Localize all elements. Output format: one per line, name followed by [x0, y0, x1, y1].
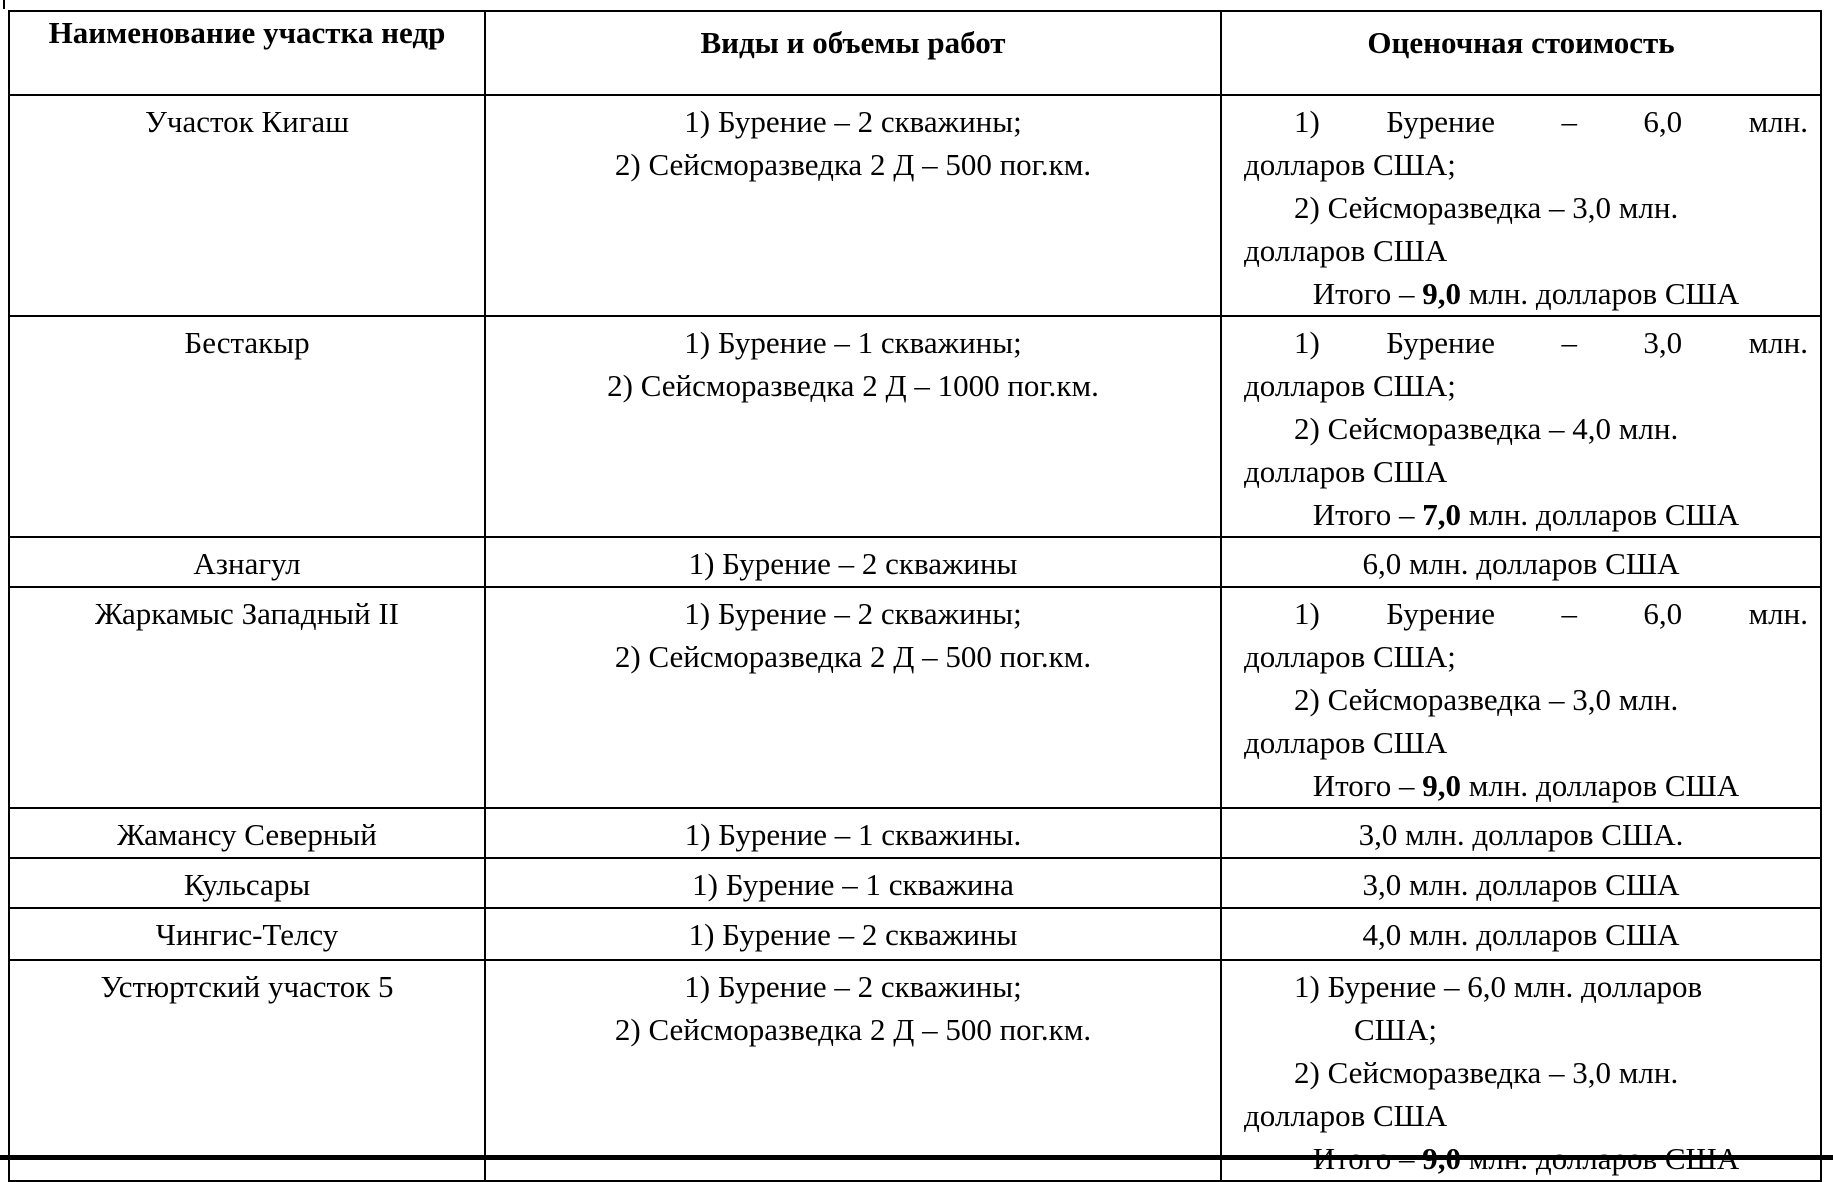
- cost-cell: 1) Бурение – 6,0 млн. долларов США; 2) Сейсморазведка – 3,0 млн. долларов США Итого – 9,0 млн. долларов США: [1221, 95, 1821, 316]
- cost-cell: 3,0 млн. долларов США: [1221, 858, 1821, 908]
- site-name-cell: Кульсары: [9, 858, 485, 908]
- site-name-cell: Жаркамыс Западный II: [9, 587, 485, 808]
- works-cell: 1) Бурение – 2 скважины: [485, 537, 1221, 587]
- table-row: [9, 960, 1821, 1181]
- table-row: [9, 316, 1821, 537]
- header-row: [9, 11, 1821, 95]
- works-cell: 1) Бурение – 1 скважины.: [485, 808, 1221, 858]
- page-bottom-border: [0, 1155, 1833, 1160]
- works-cell: 1) Бурение – 2 скважины; 2) Сейсморазведка 2 Д – 500 пог.км.: [485, 960, 1221, 1181]
- table-row: [9, 858, 1821, 908]
- cost-cell: 4,0 млн. долларов США: [1221, 908, 1821, 960]
- works-cell: 1) Бурение – 1 скважины; 2) Сейсморазведка 2 Д – 1000 пог.км.: [485, 316, 1221, 537]
- site-name-cell: Чингис-Телсу: [9, 908, 485, 960]
- table-row: [9, 587, 1821, 808]
- header-cost: Оценочная стоимость: [1221, 11, 1821, 95]
- site-name-cell: Жамансу Северный: [9, 808, 485, 858]
- works-cell: 1) Бурение – 1 скважина: [485, 858, 1221, 908]
- works-cell: 1) Бурение – 2 скважины: [485, 908, 1221, 960]
- table-row: [9, 908, 1821, 960]
- cost-cell: 6,0 млн. долларов США: [1221, 537, 1821, 587]
- works-cell: 1) Бурение – 2 скважины; 2) Сейсморазведка 2 Д – 500 пог.км.: [485, 587, 1221, 808]
- works-cell: 1) Бурение – 2 скважины; 2) Сейсморазведка 2 Д – 500 пог.км.: [485, 95, 1221, 316]
- works-table: [8, 10, 1822, 1182]
- table-row: [9, 95, 1821, 316]
- cost-cell: 1) Бурение – 6,0 млн. долларов США; 2) Сейсморазведка – 3,0 млн. долларов США Итого – 9,0 млн. долларов США: [1221, 587, 1821, 808]
- cost-cell: 1) Бурение – 3,0 млн. долларов США; 2) Сейсморазведка – 4,0 млн. долларов США Итого – 7,0 млн. долларов США: [1221, 316, 1821, 537]
- header-works: Виды и объемы работ: [485, 11, 1221, 95]
- site-name-cell: Участок Кигаш: [9, 95, 485, 316]
- cost-cell: 1) Бурение – 6,0 млн. долларов США; 2) Сейсморазведка – 3,0 млн. долларов США: [1221, 960, 1821, 1181]
- site-name-cell: Азнагул: [9, 537, 485, 587]
- corner-mark: [3, 0, 5, 9]
- site-name-cell: Устюртский участок 5: [9, 960, 485, 1181]
- table-row: [9, 537, 1821, 587]
- table-row: [9, 808, 1821, 858]
- cost-cell: 3,0 млн. долларов США.: [1221, 808, 1821, 858]
- site-name-cell: Бестакыр: [9, 316, 485, 537]
- header-site-name: Наименование участка недр: [9, 11, 485, 95]
